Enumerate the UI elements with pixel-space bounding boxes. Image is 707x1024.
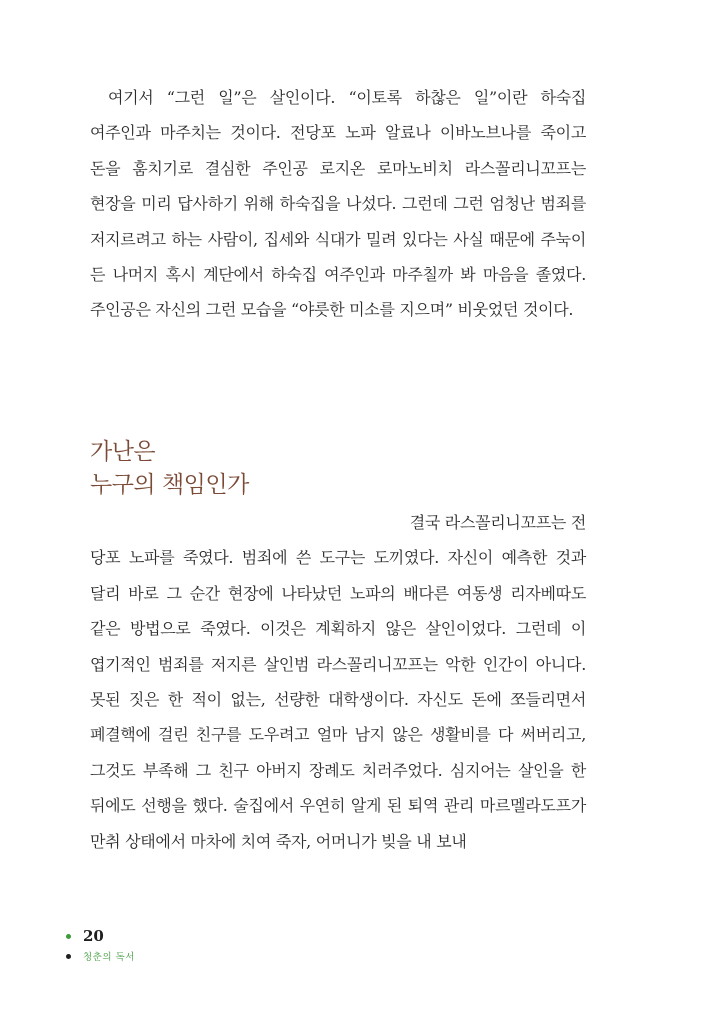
section-heading [90,436,249,502]
green-bullet-icon [66,934,71,939]
series-title-row [66,946,135,966]
page-number: 20 [83,927,104,945]
section-heading-line-1: 가난은 [90,439,156,465]
section-heading-line-2: 누구의 책임인가 [90,472,249,498]
page-footer [66,926,135,966]
body-paragraph-1: 여기서 “그런 일”은 살인이다. “이토록 하찮은 일”이란 하숙집 여주인과 마주치는 것이다. 전당포 노파 알료나 이바노브나를 죽이고 돈을 훔치기로 결심한 주인공 로지온 로마노비치 라스꼴리니꼬프는 현장을 미리 답사하기 위해 하숙집을 나섰다. 그런데 그런 엄청난 범죄를 저지르려고 하는 사람이, 집세와 식대가 밀려 있다는 사실 때문에 주눅이 든 나머지 혹시 계단에서 하숙집 여주인과 마주칠까 봐 마음을 졸였다. 주인공은 자신의 그런 모습을 “야릇한 미소를 지으며” 비웃었던 것이다. [90,88,586,320]
page-number-row [66,926,135,946]
body-paragraph-2: 당포 노파를 죽였다. 범죄에 쓴 도구는 도끼였다. 자신이 예측한 것과 달리 바로 그 순간 현장에 나타났던 노파의 배다른 여동생 리자베따도 같은 방법으로 죽였다. 이것은 계획하지 않은 살인이었다. 그런데 이 엽기적인 범죄를 저지른 살인범 라스꼴리니꼬프는 악한 인간이 아니다. 못된 짓은 한 적이 없는, 선량한 대학생이다. 자신도 돈에 쪼들리면서 폐결핵에 걸린 친구를 도우려고 얼마 남지 않은 생활비를 다 써버리고, 그것도 부족해 그 친구 아버지 장례도 치러주었다. 심지어는 살인을 한 뒤에도 선행을 했다. 술집에서 우연히 알게 된 퇴역 관리 마르멜라도프가 만취 상태에서 마차에 치여 죽자, 어머니가 빚을 내 보내 [90,548,586,851]
body-paragraph-2-opening: 결국 라스꼴리니꼬프는 전 [409,513,586,532]
book-title: 청춘의 독서 [83,952,135,963]
black-bullet-icon [66,954,71,959]
